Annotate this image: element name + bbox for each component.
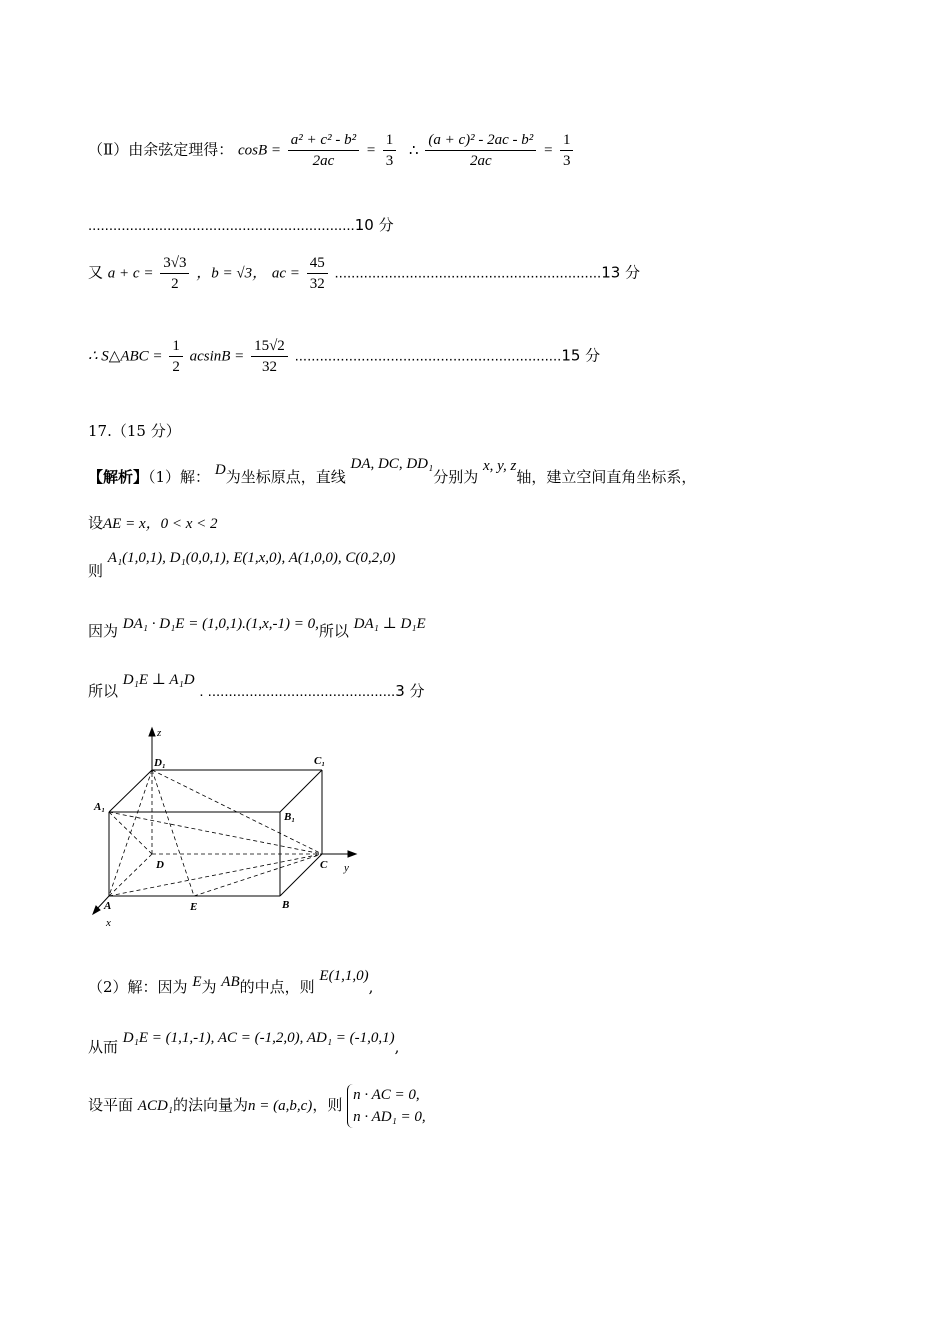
score-10: 10 分 (354, 216, 394, 234)
dashed-d1-e (152, 770, 194, 896)
part2-q17-line (88, 968, 374, 997)
point-e: E (192, 974, 202, 990)
label-b: B (282, 899, 290, 911)
score-13: 13 分 (601, 263, 641, 282)
plane-normal-line (88, 1084, 426, 1128)
part2-cosine-line (88, 130, 575, 171)
label-d1: D₁ (154, 757, 166, 769)
score-15: 15 分 (561, 346, 601, 365)
z-axis-arrow (149, 728, 155, 736)
score-line-10 (88, 214, 394, 235)
d1e-perp-a1d: D₁E ⊥ A₁D (122, 672, 195, 688)
part2-q17-text1: （2）解：因为 (88, 978, 188, 996)
analysis-text3: 分别为 (433, 468, 479, 486)
fraction-numerator: 1 (560, 130, 574, 151)
lines-da-dc-dd1: DA, DC, DD₁ (350, 456, 434, 472)
fraction-denominator: 2 (172, 359, 180, 375)
plane-acd1: ACD₁ (137, 1098, 174, 1114)
dashed-d-a (109, 854, 152, 896)
cos-lhs: cosB = (237, 142, 282, 159)
leader-dots: ................................................................ (88, 217, 355, 234)
fraction-denominator: 32 (309, 276, 325, 292)
leader-dots: . ............................................. (199, 683, 396, 700)
fraction-denominator: 3 (562, 153, 571, 169)
set-ae-line (88, 512, 218, 533)
area-lhs: ∴ S△ABC = (88, 348, 163, 365)
dashed-a-c (109, 854, 322, 896)
so-text: 所以 (318, 622, 349, 640)
e-coordinate: E(1,1,0) (319, 968, 369, 984)
because-line (88, 616, 426, 641)
fraction-numerator: 15√2 (251, 336, 288, 357)
normal-vector: n = (a,b,c) (248, 1098, 313, 1114)
label-d: D (156, 859, 164, 871)
ac-lhs: ac = (271, 265, 300, 282)
fraction-area-result (251, 336, 288, 377)
fraction-law-of-cosines (288, 130, 359, 171)
therefore-symbol: ∴ (409, 142, 419, 159)
leader-dots: ................................................................ (294, 347, 562, 365)
coordinates-math: A₁(1,0,1), D₁(0,0,1), E(1,x,0), A(1,0,0), C(0,2,0) (107, 550, 396, 566)
label-c: C (320, 859, 328, 871)
edge-b1-c1 (280, 770, 322, 812)
vectors-math: D₁E = (1,1,-1), AC = (-1,2,0), AD₁ = (-1,0,1) (122, 1030, 395, 1046)
fraction-half (169, 336, 183, 377)
area-line (88, 336, 600, 377)
comma: , (368, 978, 374, 996)
plane-text2: 的法向量为 (173, 1096, 249, 1114)
label-x: x (106, 917, 111, 929)
cuboid-figure (88, 722, 378, 932)
dashed-e-c (194, 854, 322, 896)
fraction-numerator: 3√3 (160, 253, 189, 274)
analysis-line (88, 456, 697, 487)
from-text: 从而 (88, 1038, 119, 1056)
edge-a1-d1 (109, 770, 152, 812)
given-values-line (88, 253, 640, 294)
equals-sign: = (365, 142, 376, 159)
leader-dots: ................................................................ (334, 264, 602, 282)
fraction-one-third (560, 130, 574, 171)
label-e: E (190, 901, 198, 913)
fraction-sum (160, 253, 189, 294)
set-ae-text: 设 (88, 514, 104, 532)
area-mid: acsinB = (189, 348, 245, 365)
equation-1: n · AC = 0, (353, 1087, 420, 1103)
b-value: ，b = √3， (196, 265, 268, 282)
perpendicular-math: DA₁ ⊥ D₁E (353, 616, 426, 632)
so-line-text: 所以 (88, 682, 119, 700)
given-prefix: 又 (88, 263, 104, 282)
label-c1: C₁ (314, 755, 326, 767)
fraction-expanded (425, 130, 536, 171)
dashed-a1-d (109, 812, 152, 854)
label-a: A (104, 900, 112, 912)
so-perpendicular-line (88, 672, 425, 701)
fraction-numerator: a² + c² - b² (288, 130, 359, 151)
plane-text1: 设平面 (88, 1096, 134, 1114)
then-coordinates-line (88, 550, 396, 581)
fraction-ac (307, 253, 328, 294)
dot-product-math: DA₁ · D₁E = (1,0,1).(1,x,-1) = 0, (122, 616, 319, 632)
axes-xyz: x, y, z (483, 458, 517, 474)
label-y: y (344, 862, 349, 874)
y-axis-arrow (348, 851, 356, 857)
analysis-text4: 轴，建立空间直角坐标系， (516, 468, 697, 486)
fraction-numerator: 1 (383, 130, 397, 151)
fraction-numerator: 45 (307, 253, 328, 274)
sum-lhs: a + c = (107, 265, 154, 282)
equals-sign: = (543, 142, 554, 159)
fraction-numerator: (a + c)² - 2ac - b² (425, 130, 536, 151)
then-text: 则 (88, 562, 104, 580)
part2-label: （Ⅱ）由余弦定理得： (88, 140, 234, 159)
plane-text3: ，则 (312, 1096, 343, 1114)
vectors-line (88, 1030, 400, 1057)
analysis-bracket: 【解析】 (88, 468, 149, 486)
fraction-denominator: 3 (385, 153, 394, 169)
comma: , (394, 1038, 400, 1056)
fraction-denominator: 2ac (470, 153, 492, 169)
because-text: 因为 (88, 622, 119, 640)
analysis-text2: 为坐标原点，直线 (225, 468, 346, 486)
fraction-denominator: 2ac (312, 153, 335, 169)
origin-d: D (214, 462, 226, 478)
analysis-part1-label: （1）解： (148, 468, 211, 486)
fraction-one-third (383, 130, 397, 171)
score-3: 3 分 (395, 682, 425, 700)
label-z: z (157, 727, 162, 739)
equation-2: n · AD₁ = 0, (353, 1109, 426, 1125)
part2-q17-text2: 为 (201, 978, 217, 996)
edge-b-c (280, 854, 322, 896)
question-17-title: 17.（15 分） (88, 422, 181, 440)
label-a1: A₁ (94, 801, 106, 813)
fraction-denominator: 32 (261, 359, 277, 375)
label-b1: B₁ (284, 811, 296, 823)
segment-ab: AB (221, 974, 240, 990)
part2-q17-text3: 的中点，则 (239, 978, 315, 996)
fraction-numerator: 1 (169, 336, 183, 357)
fraction-denominator: 2 (171, 276, 179, 292)
set-ae-math: AE = x，0 < x < 2 (103, 516, 218, 532)
equation-system (347, 1084, 426, 1128)
